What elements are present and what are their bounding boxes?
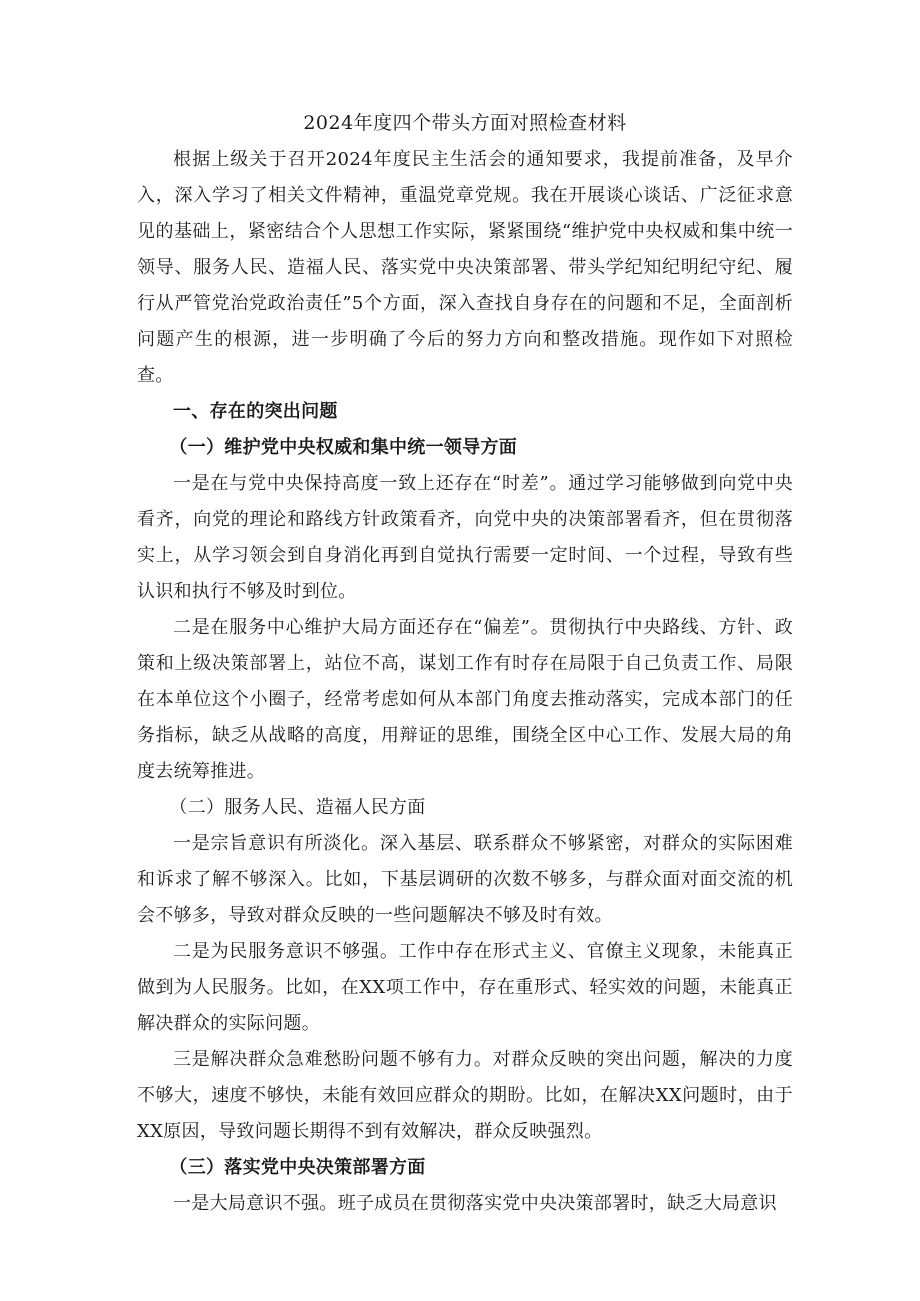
intro-paragraph: 根据上级关于召开2024年度民主生活会的通知要求，我提前准备，及早介入，深入学习了相关文件精神，重温党章党规。我在开展谈心谈话、广泛征求意见的基础上，紧密结合个人思想工作实际，紧紧围绕“维护党中央权威和集中统一领导、服务人民、造福人民、落实党中央决策部署、带头学纪知纪明纪守纪、履行从严管党治党政治责任”5个方面，深入查找自身存在的问题和不足，全面剖析问题产生的根源，进一步明确了今后的努力方向和整改措施。现作如下对照检查。 bbox=[137, 149, 793, 386]
subsection-heading-3: （三）落实党中央决策部署方面 bbox=[169, 1157, 426, 1178]
subsection-heading-1: （一）维护党中央权威和集中统一领导方面 bbox=[169, 437, 518, 458]
paragraph: 三是解决群众急难愁盼问题不够有力。对群众反映的突出问题，解决的力度不够大，速度不够快，未能有效回应群众的期盼。比如，在解决XX问题时，由于XX原因，导致问题长期得不到有效解决，群众反映强烈。 bbox=[137, 1049, 793, 1142]
document-title: 2024年度四个带头方面对照检查材料 bbox=[303, 112, 627, 134]
subsection-heading-2: （二）服务人民、造福人民方面 bbox=[169, 797, 426, 818]
document-body bbox=[137, 104, 793, 1222]
paragraph: 二是在服务中心维护大局方面还存在“偏差”。贯彻执行中央路线、方针、政策和上级决策部署上，站位不高，谋划工作有时存在局限于自己负责工作、局限在本单位这个小圈子，经常考虑如何从本部门角度去推动落实，完成本部门的任务指标，缺乏从战略的高度，用辩证的思维，围绕全区中心工作、发展大局的角度去统筹推进。 bbox=[137, 617, 793, 782]
paragraph: 二是为民服务意识不够强。工作中存在形式主义、官僚主义现象，未能真正做到为人民服务。比如，在XX项工作中，存在重形式、轻实效的问题，未能真正解决群众的实际问题。 bbox=[137, 941, 793, 1034]
section-heading-problems: 一、存在的突出问题 bbox=[173, 401, 338, 422]
paragraph: 一是大局意识不强。班子成员在贯彻落实党中央决策部署时，缺乏大局意识 bbox=[173, 1193, 777, 1214]
paragraph: 一是在与党中央保持高度一致上还存在“时差”。通过学习能够做到向党中央看齐，向党的理论和路线方针政策看齐，向党中央的决策部署看齐，但在贯彻落实上，从学习领会到自身消化再到自觉执行需要一定时间、一个过程，导致有些认识和执行不够及时到位。 bbox=[137, 473, 793, 602]
paragraph: 一是宗旨意识有所淡化。深入基层、联系群众不够紧密，对群众的实际困难和诉求了解不够深入。比如，下基层调研的次数不够多，与群众面对面交流的机会不够多，导致对群众反映的一些问题解决不够及时有效。 bbox=[137, 833, 793, 926]
